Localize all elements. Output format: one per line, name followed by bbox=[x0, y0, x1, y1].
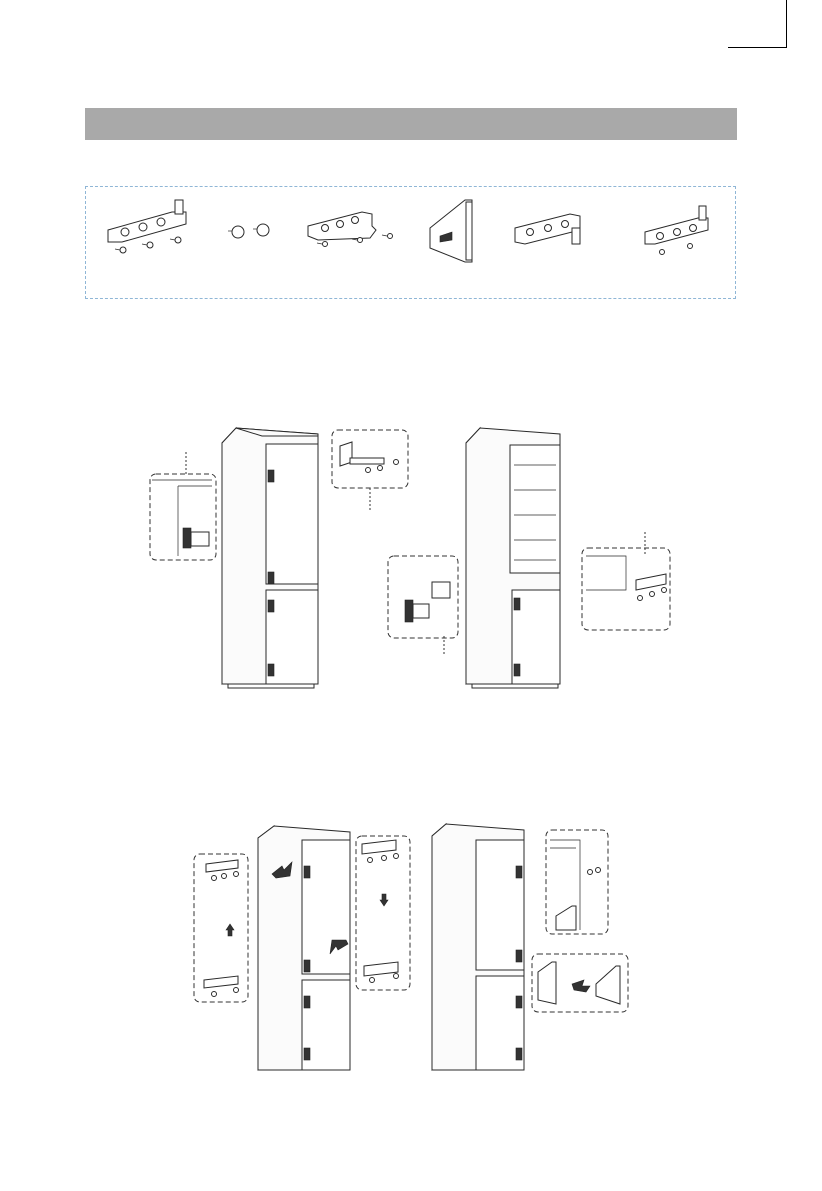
door-bracket-icon bbox=[430, 200, 472, 262]
hinge-cover-caps-icon bbox=[228, 224, 269, 238]
upper-hinge-with-screws-icon bbox=[108, 200, 186, 253]
door-reversal-step-refit-bracket bbox=[432, 824, 628, 1070]
middle-hinge-pin-plate-icon bbox=[515, 214, 580, 244]
middle-hinge-plate-with-screws-icon bbox=[308, 212, 393, 247]
door-reversal-step-remove-middle-hinge bbox=[388, 428, 670, 688]
door-reversal-step-remove-top-hinge bbox=[150, 428, 408, 688]
door-reversal-step-swap-hinges bbox=[194, 826, 410, 1070]
lower-hinge-icon bbox=[645, 206, 708, 255]
